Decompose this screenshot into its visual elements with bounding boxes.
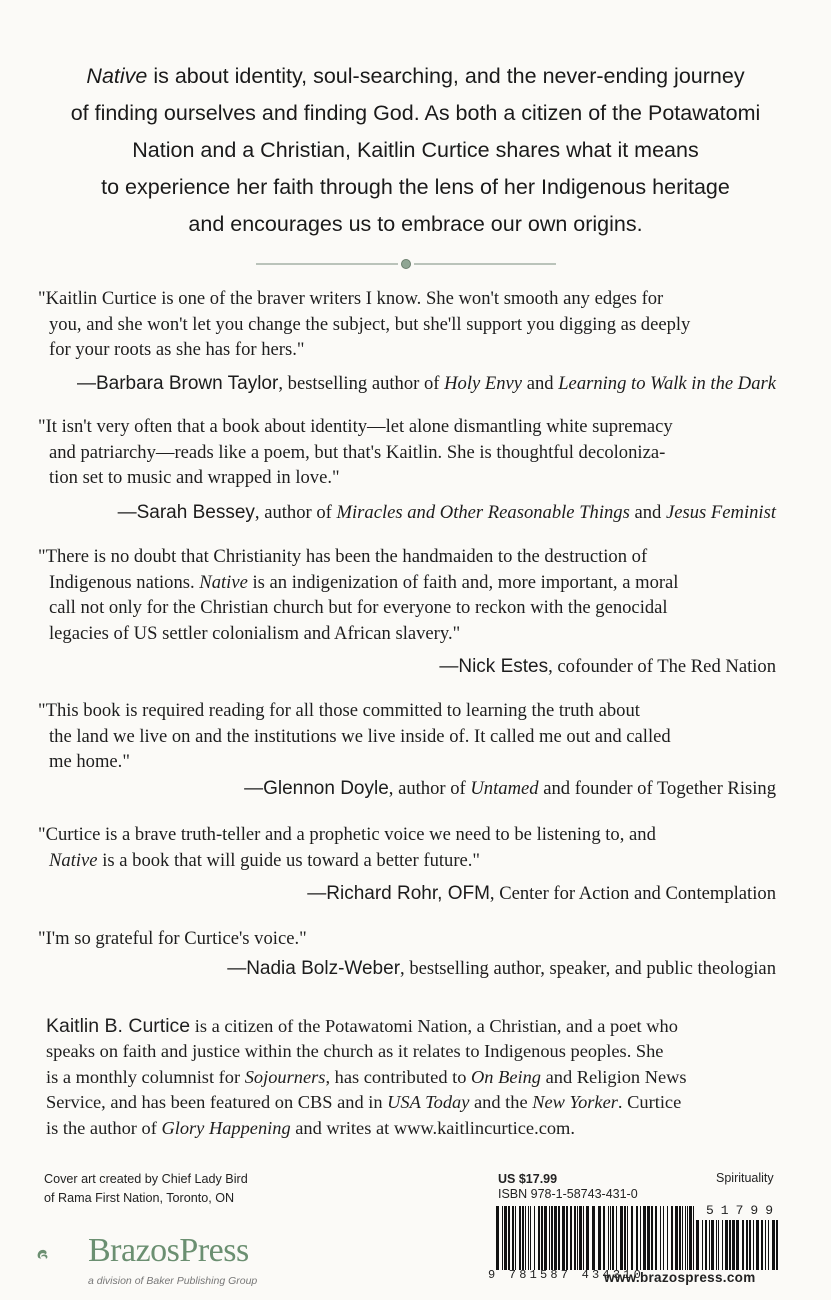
quote-line: me home." <box>49 751 130 773</box>
intro-line <box>40 58 791 95</box>
barcode-bar <box>608 1206 609 1270</box>
barcode-bar <box>583 1206 584 1270</box>
endorser-name: —Nick Estes <box>439 656 549 677</box>
endorsement-quote <box>38 414 673 491</box>
publisher-logo-icon <box>36 1230 96 1280</box>
attr-text: and <box>522 373 559 394</box>
endorsement-attribution <box>244 776 776 801</box>
barcode-bar <box>671 1206 673 1270</box>
barcode-bar <box>765 1220 766 1270</box>
intro-line: and encourages us to embrace our own origins. <box>188 212 643 236</box>
barcode-bar <box>689 1206 692 1270</box>
quote-line: "Curtice is a brave truth-teller and a prophetic voice we need to be listening to, and <box>38 824 656 845</box>
attr-text: , Center for Action and Contemplation <box>489 883 776 904</box>
bio-text: , has contributed to <box>325 1066 472 1087</box>
endorsement-quote <box>38 698 671 775</box>
intro-line: Nation and a Christian, Kaitlin Curtice shares what it means <box>132 138 699 162</box>
barcode-bar <box>603 1206 605 1270</box>
quote-text: is an indigenization of faith and, more important, a moral <box>247 571 679 593</box>
book-title-italic: Jesus Feminist <box>666 502 776 523</box>
book-title-italic: Glory Happening <box>161 1117 291 1138</box>
supplement-digits: 51799 <box>706 1203 781 1218</box>
barcode-bar <box>541 1206 543 1270</box>
barcode-bar <box>776 1220 778 1270</box>
quote-line: call not only for the Christian church but for everyone to reckon with the genocidal <box>49 597 668 619</box>
bio-text: Service, and has been featured on CBS and in <box>46 1092 388 1113</box>
attr-text: , bestselling author, speaker, and public theologian <box>400 958 776 979</box>
isbn-barcode <box>496 1206 694 1270</box>
barcode-bar <box>624 1206 626 1270</box>
bio-line <box>46 1014 687 1039</box>
barcode-bar <box>679 1206 681 1270</box>
barcode-bar <box>667 1206 668 1270</box>
barcode-bar <box>566 1206 568 1270</box>
barcode-bar <box>655 1206 657 1270</box>
barcode-bar <box>643 1206 646 1270</box>
barcode-bar <box>586 1206 589 1270</box>
barcode-bar <box>627 1206 628 1270</box>
attr-text: and founder of Together Rising <box>538 778 776 799</box>
barcode-bar <box>551 1206 553 1270</box>
quote-line: you, and she won't let you change the subject, but she'll support you digging as deeply <box>49 313 691 335</box>
book-title-italic: Native <box>86 64 148 88</box>
barcode-bar <box>544 1206 547 1270</box>
quote-text: Indigenous nations. <box>49 571 200 593</box>
barcode-bar <box>718 1220 719 1270</box>
publisher-name: BrazosPress <box>88 1232 249 1269</box>
barcode-bar <box>663 1206 664 1270</box>
book-title-italic: Native <box>49 849 98 871</box>
barcode-bar <box>598 1206 601 1270</box>
intro-text: is about identity, soul-searching, and the never-ending journey <box>147 64 745 88</box>
barcode-digits: 9 781587 434310 <box>488 1268 645 1282</box>
category-label: Spirituality <box>716 1171 774 1185</box>
quote-line <box>38 570 678 596</box>
credit-line: Cover art created by Chief Lady Bird <box>44 1172 248 1186</box>
barcode-bar <box>651 1206 653 1270</box>
barcode-bar <box>554 1206 557 1270</box>
barcode-bar <box>522 1206 524 1270</box>
barcode-bar <box>636 1206 638 1270</box>
credit-line: of Rama First Nation, Toronto, ON <box>44 1191 235 1205</box>
quote-line: legacies of US settler colonialism and African slavery." <box>49 622 461 644</box>
publication-italic: New Yorker <box>532 1092 618 1113</box>
bio-text: is a citizen of the Potawatomi Nation, a Christian, and a poet who <box>190 1016 678 1036</box>
barcode-bar <box>570 1206 572 1270</box>
intro-paragraph <box>40 58 791 243</box>
barcode-bar <box>525 1206 526 1270</box>
book-title-italic: Native <box>199 571 248 593</box>
barcode-bar <box>709 1220 710 1270</box>
barcode-bar <box>528 1206 529 1270</box>
quote-line: the land we live on and the institutions we live inside of. It called me out and called <box>49 725 671 747</box>
endorsement-attribution <box>307 881 776 906</box>
barcode-bar <box>772 1220 775 1270</box>
barcode-bar <box>504 1206 507 1270</box>
attr-text: and <box>629 502 666 523</box>
cover-art-credit <box>44 1170 248 1208</box>
barcode-bar <box>725 1220 728 1270</box>
bio-line <box>46 1065 687 1090</box>
endorser-name: —Barbara Brown Taylor <box>76 373 279 394</box>
barcode-bar <box>729 1220 731 1270</box>
price-barcode <box>696 1220 778 1270</box>
barcode-bar <box>722 1220 723 1270</box>
ornamental-divider <box>256 257 556 271</box>
bio-text: and writes at www.kaitlincurtice.com. <box>290 1117 575 1138</box>
quote-line: "I'm so grateful for Curtice's voice." <box>38 928 307 949</box>
barcode-bar <box>736 1220 739 1270</box>
quote-line: "There is no doubt that Christianity has been the handmaiden to the destruction of <box>38 546 648 567</box>
attr-text: , cofounder of The Red Nation <box>548 656 776 677</box>
endorsement-attribution <box>118 500 776 525</box>
barcode-bar <box>610 1206 611 1270</box>
quote-line: for your roots as she has for hers." <box>49 339 305 361</box>
endorsement-quote <box>38 286 690 363</box>
barcode-bar <box>579 1206 582 1270</box>
book-title-italic: Untamed <box>470 778 539 799</box>
barcode-bar <box>616 1206 617 1270</box>
quote-line: "It isn't very often that a book about identity—let alone dismantling white supremacy <box>38 416 673 437</box>
publication-italic: On Being <box>471 1066 542 1087</box>
bio-text: is a monthly columnist for <box>46 1066 245 1087</box>
intro-line: of finding ourselves and finding God. As both a citizen of the Potawatomi <box>70 101 761 125</box>
barcode-bar <box>711 1220 714 1270</box>
bio-text: . Curtice <box>617 1092 682 1113</box>
barcode-bar <box>530 1206 531 1270</box>
barcode-bar <box>696 1220 699 1270</box>
endorsement-quote <box>38 926 307 952</box>
attr-text: , author of <box>388 778 471 799</box>
author-bio <box>46 1014 687 1141</box>
barcode-bar <box>549 1206 550 1270</box>
quote-line <box>38 848 656 874</box>
bio-line <box>46 1116 687 1141</box>
barcode-bar <box>592 1206 595 1270</box>
barcode-bar <box>749 1220 751 1270</box>
book-title-italic: Learning to Walk in the Dark <box>558 373 776 394</box>
endorser-name: —Richard Rohr, OFM <box>307 883 490 904</box>
barcode-bar <box>732 1220 735 1270</box>
attr-text: , author of <box>254 502 337 523</box>
barcode-bar <box>534 1206 535 1270</box>
barcode-bar <box>612 1206 614 1270</box>
barcode-bar <box>640 1206 641 1270</box>
barcode-bar <box>519 1206 521 1270</box>
bio-text: and Religion News <box>541 1066 687 1087</box>
barcode-bar <box>685 1206 686 1270</box>
barcode-bar <box>508 1206 510 1270</box>
barcode-bar <box>693 1206 694 1270</box>
barcode-bar <box>558 1206 560 1270</box>
barcode-bar <box>682 1206 683 1270</box>
barcode-bar <box>660 1206 661 1270</box>
barcode-bar <box>702 1220 703 1270</box>
barcode-bar <box>746 1220 748 1270</box>
endorsement-quote <box>38 822 656 873</box>
barcode-bar <box>647 1206 650 1270</box>
bio-text: and the <box>469 1092 533 1113</box>
publication-italic: Sojourners <box>244 1066 326 1087</box>
barcode-bar <box>496 1206 499 1270</box>
barcode-bar <box>562 1206 565 1270</box>
barcode-bar <box>620 1206 623 1270</box>
endorsement-quote <box>38 544 678 646</box>
quote-line: and patriarchy—reads like a poem, but that's Kaitlin. She is thoughtful decoloniza- <box>49 441 666 463</box>
endorser-name: —Glennon Doyle <box>244 778 389 799</box>
quote-line: tion set to music and wrapped in love." <box>49 467 340 489</box>
barcode-bar <box>538 1206 540 1270</box>
quote-line: "Kaitlin Curtice is one of the braver writers I know. She won't smooth any edges for <box>38 288 664 309</box>
barcode-bar <box>574 1206 576 1270</box>
barcode-bar <box>768 1220 769 1270</box>
barcode-bar <box>675 1206 678 1270</box>
publisher-tagline: a division of Baker Publishing Group <box>88 1275 258 1287</box>
barcode-bar <box>502 1206 503 1270</box>
attr-text: , bestselling author of <box>278 373 445 394</box>
barcode-bar <box>742 1220 744 1270</box>
barcode-bar <box>716 1220 717 1270</box>
barcode-bar <box>705 1220 707 1270</box>
publisher-url: www.brazospress.com <box>604 1270 756 1285</box>
price-label: US $17.99 <box>498 1172 558 1186</box>
barcode-bar <box>756 1220 759 1270</box>
endorser-name: —Nadia Bolz-Weber <box>227 958 401 979</box>
barcode-bar <box>515 1206 516 1270</box>
barcode-bar <box>512 1206 514 1270</box>
barcode-bar <box>687 1206 688 1270</box>
barcode-bar <box>577 1206 578 1270</box>
barcode-bar <box>753 1220 754 1270</box>
author-name: Kaitlin B. Curtice <box>46 1015 191 1037</box>
publication-italic: USA Today <box>387 1092 470 1113</box>
barcode-bar <box>631 1206 633 1270</box>
isbn-label: ISBN 978-1-58743-431-0 <box>498 1187 638 1201</box>
quote-line: "This book is required reading for all those committed to learning the truth about <box>38 700 640 721</box>
book-title-italic: Holy Envy <box>444 373 523 394</box>
bio-text: is the author of <box>46 1117 162 1138</box>
quote-text: is a book that will guide us toward a better future." <box>97 849 481 871</box>
bio-line: speaks on faith and justice within the church as it relates to Indigenous peoples. She <box>46 1041 664 1062</box>
endorser-name: —Sarah Bessey <box>117 502 255 523</box>
book-title-italic: Miracles and Other Reasonable Things <box>336 502 630 523</box>
endorsement-attribution <box>439 654 776 679</box>
endorsement-attribution <box>77 371 776 396</box>
barcode-bar <box>761 1220 763 1270</box>
bio-line <box>46 1090 687 1115</box>
endorsement-attribution <box>227 956 776 981</box>
intro-line: to experience her faith through the lens of her Indigenous heritage <box>101 175 730 199</box>
